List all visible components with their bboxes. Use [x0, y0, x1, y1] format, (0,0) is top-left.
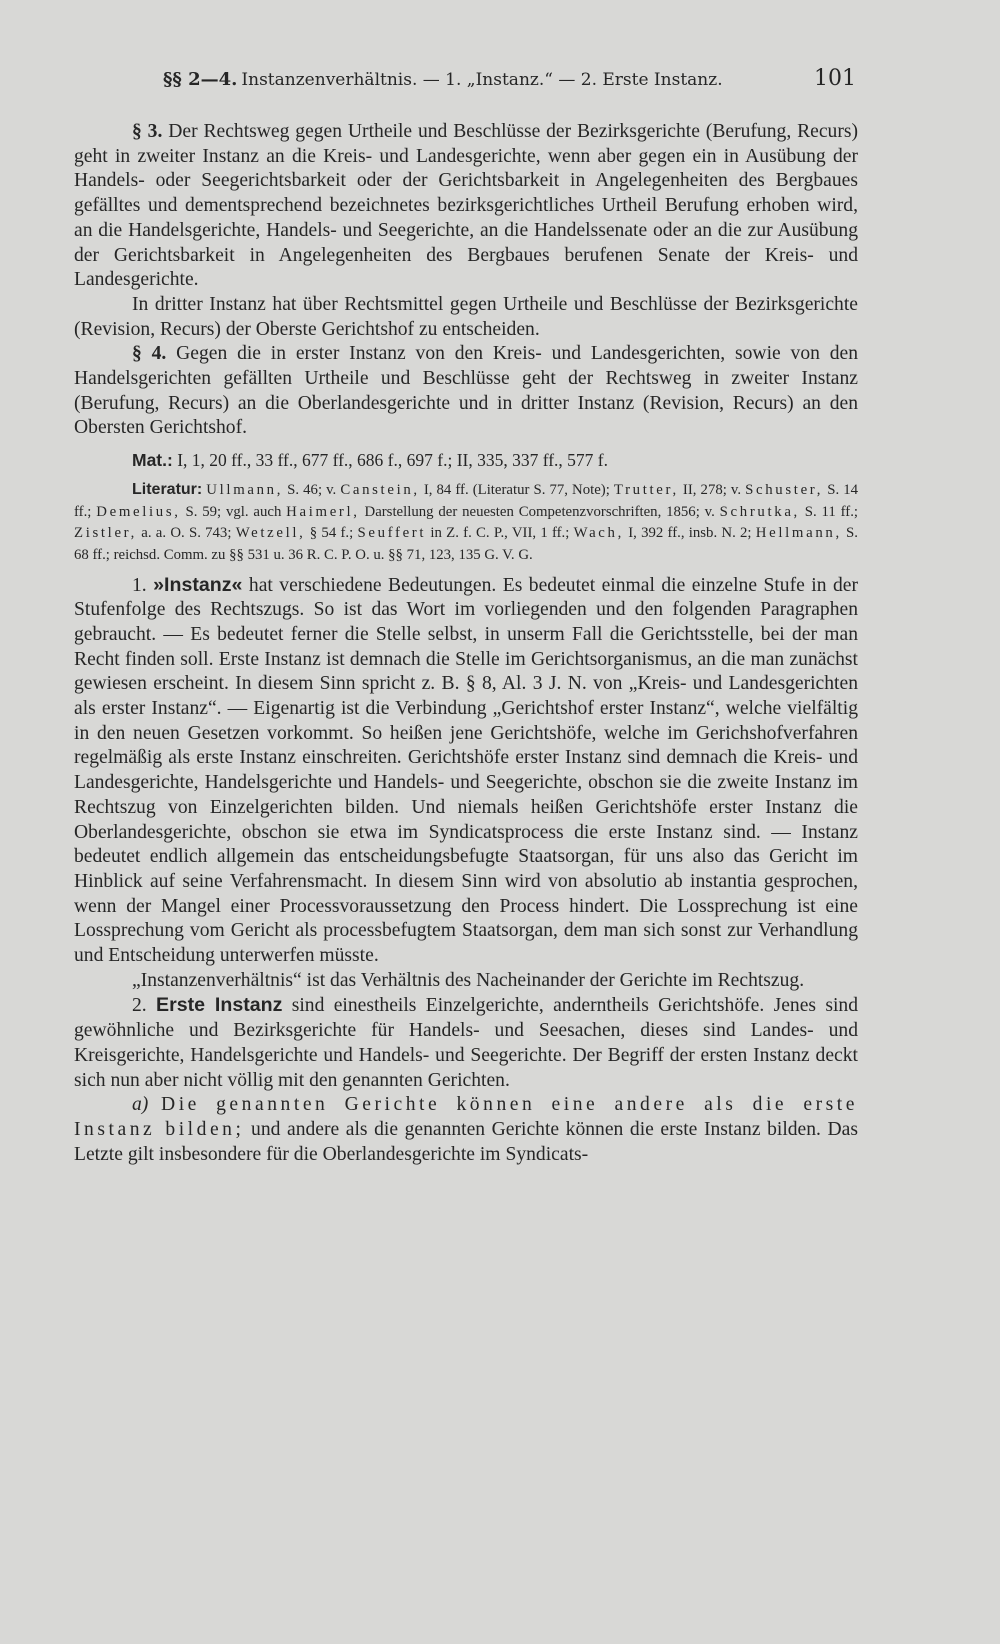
- page-body: [74, 120, 858, 1167]
- note-a-paragraph: [74, 1093, 858, 1167]
- citation-text: S. 46; v.: [283, 482, 341, 499]
- author-name: Ullmann,: [206, 482, 284, 499]
- citation-text: Darstellung der neuesten Competenzvorschriften, 1856; v.: [359, 503, 720, 520]
- section-3-paragraph: [74, 120, 858, 293]
- note-a-label: a): [132, 1094, 149, 1116]
- author-name: Seuffert: [357, 525, 427, 542]
- note-a-text: und andere als die genannten Gerichte können die erste Instanz bilden. Das Letzte gilt insbesondere für die Oberlandesgerichte im Syndicats-: [74, 1118, 858, 1165]
- header-left: [163, 69, 723, 90]
- citation-text: S. 14 ff.;: [74, 482, 859, 520]
- note-2-term: Erste Instanz: [156, 994, 283, 1017]
- note-2-paragraph: [74, 993, 858, 1093]
- author-name: Trutter,: [613, 482, 679, 499]
- section-3-text: Der Rechtsweg gegen Urtheile und Beschlüsse der Bezirksgerichte (Berufung, Recurs) geht in zweiter Instanz an die Kreis- und Landesgerichte, wenn aber gegen ein in Ausübung der Handels- oder Seegerichtsbarkeit oder der Gerichtsbarkeit in Angelegenheiten des Bergbaues gefälltes und dementsprechend bezeichnetes bezirksgerichtliches Urtheil Berufung erhoben wird, an die Handelsgerichte, Handels- und Seegerichte, an die Handelssenate oder an die zur Ausübung der Gerichtsbarkeit in Angelegenheiten des Bergbaues berufenen Senate der Kreis- und Landesgerichte.: [74, 121, 859, 291]
- citation-text: § 54 f.;: [305, 525, 358, 542]
- author-name: Wach,: [573, 525, 624, 542]
- note-1-text: hat verschiedene Bedeutungen. Es bedeutet einmal die einzelne Stufe in der Stufenfolge des Rechtszugs. So ist das Wort im vorliegenden und den folgenden Paragraphen gebraucht. — Es bedeutet ferner die Stelle selbst, in unserm Fall die Gerichtsstelle, bei der man Recht finden soll. Erste Instanz ist demnach die Stelle im Gerichtsorganismus, an die man zunächst gewiesen erscheint. In diesem Sinn spricht z. B. § 8, Al. 3 J. N. von „Kreis- und Landesgerichten als erster Instanz“. — Eigenartig ist die Verbindung „Gerichtshof erster Instanz“, welche vielfältig in den neuen Gesetzen vorkommt. So heißen jene Gerichtshöfe, welche im Gerichshofverfahren regelmäßig als erste Instanz einschreiten. Gerichtshöfe erster Instanz sind demnach die Kreis- und Landesgerichte, Handelsgerichte und Handels- und Seegerichte, obschon sie die zweite Instanz im Rechtszug von Einzelgerichten bilden. Und niemals heißen Gerichtshöfe erster Instanz die Oberlandesgerichte, obschon sie etwa im Syndicatsprocess die erste Instanz sind. — Instanz bedeutet endlich allgemein das entscheidungsbefugte Staatsorgan, für uns also das Gericht im Hinblick auf seine Verfahrensmacht. In diesem Sinn wird von absolutio ab instantia gesprochen, wenn der Mangel einer Processvoraussetzung den Process hindert. Die Lossprechung ist eine Lossprechung vom Gericht als processbefugtem Staatsorgan, dem man sich sonst zur Verhandlung und Entscheidung unterwerfen müsste.: [74, 574, 858, 967]
- citation-text: a. a. O. S. 743;: [137, 525, 236, 542]
- author-name: Demelius,: [96, 503, 181, 520]
- note-2-number: 2.: [132, 995, 147, 1017]
- citation-text: S. 59; vgl. auch: [180, 503, 287, 520]
- author-name: Hellmann,: [755, 525, 842, 542]
- header-title: Instanzenverhältnis. — 1. „Instanz.“ — 2. Erste Instanz.: [241, 70, 723, 90]
- citation-text: S. 11 ff.;: [799, 503, 858, 520]
- author-name: Schrutka,: [719, 503, 800, 520]
- section-4-mark: § 4.: [132, 343, 167, 365]
- note-a-spaced-text: Die genannten Gerichte können eine andere als die erste Instanz bilden;: [74, 1094, 858, 1140]
- section-4-paragraph: [74, 342, 858, 441]
- materials-text: I, 1, 20 ff., 33 ff., 677 ff., 686 f., 697 f.; II, 335, 337 ff., 577 f.: [177, 450, 609, 471]
- citation-text: I, 84 ff. (Literatur S. 77, Note);: [419, 482, 614, 499]
- note-2-text: sind einestheils Einzelgerichte, anderntheils Gerichtshöfe. Jenes sind gewöhnliche und Bezirksgerichte für Handels- und Seesachen, dieses sind Landes- und Kreisgerichte, Handelsgerichte und Handels- und Seegerichte. Der Begriff der ersten Instanz deckt sich nun aber nicht völlig mit den genannten Gerichten.: [74, 995, 858, 1091]
- citation-text: in Z. f. C. P., VII, 1 ff.;: [426, 525, 574, 542]
- note-1-paragraph: [74, 573, 858, 969]
- author-name: Schuster,: [745, 482, 824, 499]
- materials-note: [74, 449, 858, 471]
- section-3-mark: § 3.: [132, 121, 163, 142]
- citation-text: I, 392 ff., insb. N. 2;: [623, 525, 756, 542]
- section-3-paragraph-2: In dritter Instanz hat über Rechtsmittel gegen Urtheile und Beschlüsse der Bezirksgerichte (Revision, Recurs) der Oberste Gerichtshof zu entscheiden.: [74, 293, 858, 340]
- note-1-number: 1.: [132, 574, 147, 596]
- note-1-term: »Instanz«: [153, 573, 243, 596]
- materials-label: Mat.:: [132, 450, 173, 471]
- author-name: Wetzell,: [235, 525, 306, 542]
- author-name: Haimerl,: [286, 503, 360, 520]
- section-4-text: Gegen die in erster Instanz von den Kreis- und Landesgerichten, sowie von den Handelsgerichten gefällten Urtheile und Beschlüsse geht der Rechtsweg in zweiter Instanz (Berufung, Recurs) an die Oberlandesgerichte und in dritter Instanz (Revision, Recurs) an den Obersten Gerichtshof.: [74, 343, 859, 439]
- author-name: Zistler,: [74, 525, 138, 542]
- literature-label: Literatur:: [132, 481, 203, 499]
- note-1b-paragraph: „Instanzenverhältnis“ ist das Verhältnis des Nacheinander der Gerichte im Rechtszug.: [132, 969, 805, 991]
- citation-text: S. 68 ff.; reichsd. Comm. zu §§ 531 u. 36 R. C. P. O. u. §§ 71, 123, 135 G. V. G.: [74, 525, 858, 563]
- page-number: 101: [814, 66, 856, 91]
- literature-note: [74, 479, 858, 566]
- citation-text: II, 278; v.: [678, 482, 746, 499]
- author-name: Canstein,: [340, 482, 420, 499]
- header-section-ref: §§ 2—4.: [163, 69, 238, 90]
- running-header: [163, 66, 856, 98]
